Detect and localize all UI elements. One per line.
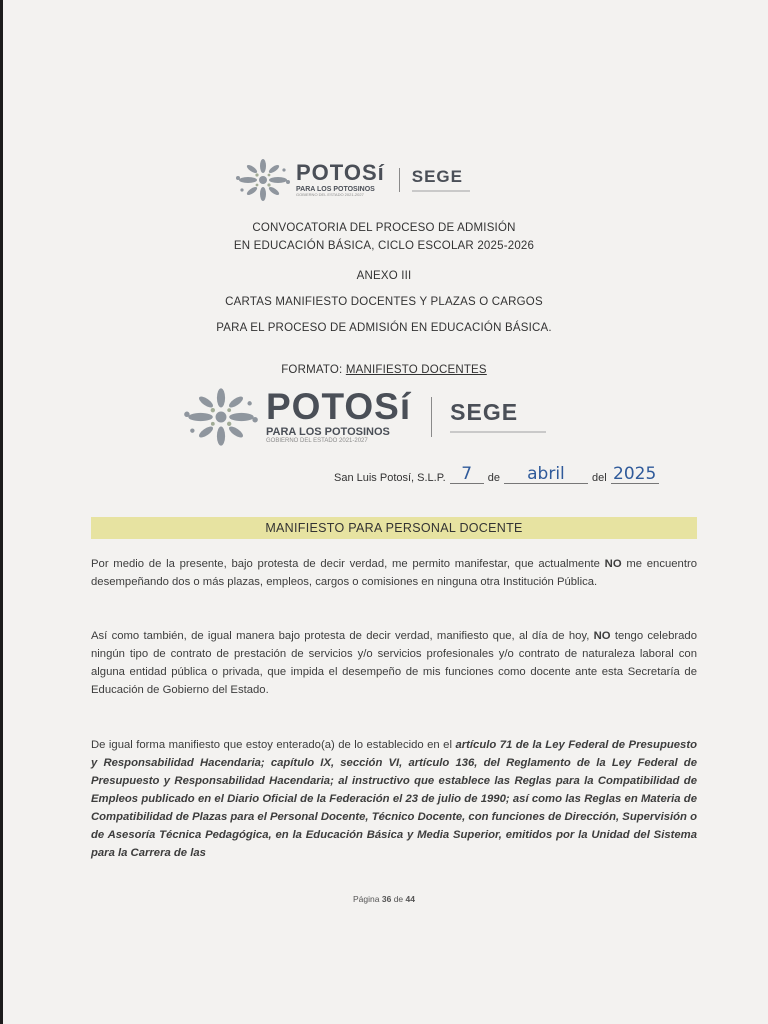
logo-divider xyxy=(431,397,432,437)
format-line xyxy=(0,364,768,376)
sege-name: SEGE xyxy=(411,167,463,186)
section-title-bar: MANIFIESTO PARA PERSONAL DOCENTE xyxy=(91,517,697,539)
brand-block xyxy=(266,388,411,445)
brand-tagline: PARA LOS POTOSINOS xyxy=(296,185,375,193)
brand-government: GOBIERNO DEL ESTADO 2021-2027 xyxy=(296,192,364,198)
sege-block xyxy=(412,168,470,192)
paragraph-3 xyxy=(91,736,697,862)
p1-text-c: me encuentro desempeñando dos o más plazas, empleos, cargos o comisiones en ninguna otra Institución Pública. xyxy=(91,558,698,588)
p2-text-c: tengo celebrado ningún tipo de contrato de prestación de servicios y/o servicios profesionales y/o contrato de naturaleza laboral con alguna entidad pública o privada, que impida el desempeño de mis funciones como docente ante esta Secretaría de Educación de Gobierno del Estado. xyxy=(91,630,697,696)
sege-subline xyxy=(450,431,546,433)
sege-name: SEGE xyxy=(450,399,519,425)
date-place: San Luis Potosí, S.L.P. xyxy=(334,472,446,484)
paragraph-1 xyxy=(91,555,697,591)
scan-edge xyxy=(0,0,3,1024)
p1-emphasis: NO xyxy=(604,558,622,570)
logo-divider xyxy=(399,168,400,192)
sege-subline xyxy=(412,190,470,192)
brand-tagline: PARA LOS POTOSINOS xyxy=(266,426,390,439)
main-logo xyxy=(176,384,546,450)
footer-page-number: 36 xyxy=(381,894,392,904)
brand-name: POTOSí xyxy=(266,386,412,428)
date-day-handwritten: 7 xyxy=(450,465,484,484)
brand-name: POTOSí xyxy=(296,159,385,185)
date-year-handwritten: 2025 xyxy=(611,465,659,484)
p2-emphasis: NO xyxy=(593,630,611,642)
annex-title: ANEXO III xyxy=(356,270,412,282)
date-line xyxy=(334,465,663,484)
date-del: del xyxy=(591,472,607,484)
p2-text-a: Así como también, de igual manera bajo protesta de decir verdad, manifiesto que, al día de hoy, xyxy=(91,630,594,642)
footer-total-pages: 44 xyxy=(405,894,415,904)
brand-government: GOBIERNO DEL ESTADO 2021-2027 xyxy=(266,438,368,445)
footer-de: de xyxy=(393,894,404,904)
paragraph-2 xyxy=(91,627,697,699)
date-month-handwritten: abril xyxy=(504,465,588,484)
p1-text-a: Por medio de la presente, bajo protesta de decir verdad, me permito manifestar, que actualmente xyxy=(91,558,605,570)
footer-pagina: Página xyxy=(353,894,380,904)
heading-line-2: EN EDUCACIÓN BÁSICA, CICLO ESCOLAR 2025-2026 xyxy=(233,240,535,252)
format-value: MANIFIESTO DOCENTES xyxy=(345,364,487,376)
date-de: de xyxy=(487,472,500,484)
format-label: FORMATO: xyxy=(281,364,346,376)
header-logo xyxy=(230,156,470,204)
p3-legal-references: artículo 71 de la Ley Federal de Presupuesto y Responsabilidad Hacendaria; capítulo IX, sección VI, artículo 136, del Reglamento de la Ley Federal de Presupuesto y Responsabilidad Hacendaria; al instructivo que establece las Reglas para la Compatibilidad de Empleos publicado en el Diario Oficial de la Federación el 23 de julio de 1990; así como las Reglas en Materia de Compatibilidad de Plazas para el Personal Docente, Técnico Docente, con funciones de Dirección, Supervisión o de Asesoría Técnica Pedagógica, en la Educación Básica y Media Superior, emitidos por la Unidad del Sistema para la Carrera de las xyxy=(91,739,697,859)
cartas-line-1: CARTAS MANIFIESTO DOCENTES Y PLAZAS O CARGOS xyxy=(225,296,543,308)
heading-line-1: CONVOCATORIA DEL PROCESO DE ADMISIÓN xyxy=(252,222,516,234)
potosi-leaf-icon xyxy=(176,384,266,450)
potosi-leaf-icon xyxy=(230,156,296,204)
brand-block xyxy=(296,159,385,198)
sege-block xyxy=(450,401,546,433)
cartas-line-2: PARA EL PROCESO DE ADMISIÓN EN EDUCACIÓN BÁSICA. xyxy=(216,322,552,334)
p3-text-a: De igual forma manifiesto que estoy enterado(a) de lo establecido en el xyxy=(91,739,456,751)
page-footer xyxy=(0,894,768,904)
